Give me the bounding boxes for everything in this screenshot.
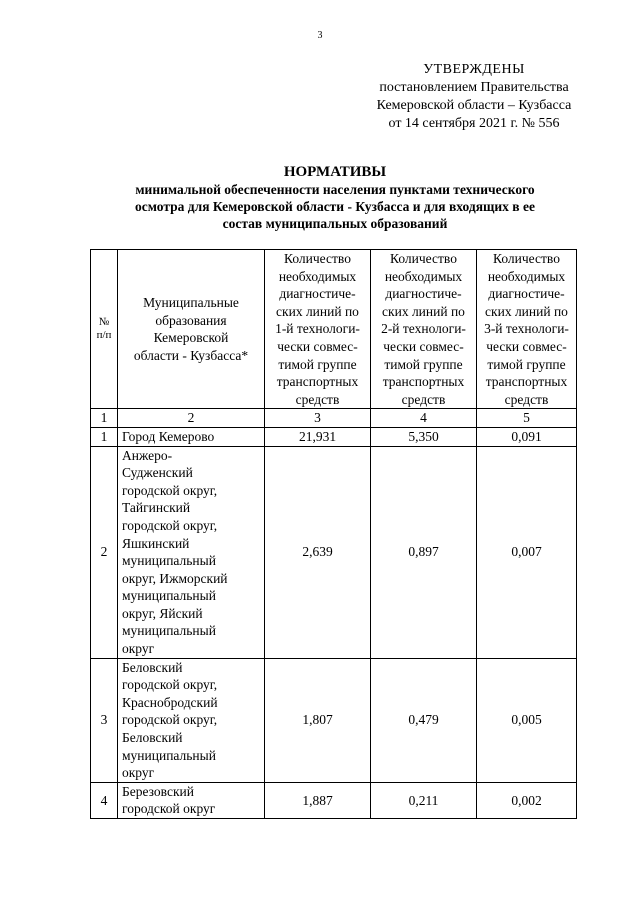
column-index: 4: [371, 409, 477, 428]
cell-line: необходимых: [384, 268, 463, 284]
row-municipality: [118, 446, 265, 658]
cell-line: чески совмес-: [486, 338, 567, 354]
row-line1: 1,887: [265, 782, 371, 818]
cell-line: чески совмес-: [383, 338, 464, 354]
row-num: 2: [91, 446, 118, 658]
cell-line: ских линий по: [382, 303, 465, 319]
cell-line: транспортных: [382, 374, 465, 390]
cell-line: диагностиче-: [488, 286, 565, 302]
cell-line: транспортных: [485, 374, 568, 390]
cell-line: муниципальный: [122, 747, 216, 763]
document-title: [93, 164, 577, 232]
row-municipality: [118, 658, 265, 782]
cell-line: чески совмес-: [277, 338, 358, 354]
approval-line: Кемеровской области – Кузбасса: [376, 98, 572, 113]
cell-line: Краснобродский: [122, 694, 218, 710]
cell-line: средств: [504, 391, 549, 407]
cell-line: округ: [122, 641, 155, 657]
cell-line: городской округ,: [122, 677, 218, 693]
cell-line: Город Кемерово: [122, 428, 215, 444]
row-line3: 0,007: [477, 446, 577, 658]
cell-line: городской округ,: [122, 482, 218, 498]
row-num: 4: [91, 782, 118, 818]
approval-title: УТВЕРЖДЕНЫ: [423, 62, 525, 77]
row-line3: 0,002: [477, 782, 577, 818]
cell-line: п/п: [96, 329, 112, 342]
row-line3: 0,005: [477, 658, 577, 782]
title-line: минимальной обеспеченности населения пунктами технического: [135, 182, 535, 197]
row-num: 3: [91, 658, 118, 782]
column-index-row: [91, 409, 577, 428]
norms-table: [90, 249, 577, 819]
cell-line: муниципальный: [122, 553, 216, 569]
cell-line: транспортных: [276, 374, 359, 390]
header-line3: [477, 250, 577, 409]
cell-line: округ, Ижморский: [122, 570, 228, 586]
cell-line: Тайгинский: [122, 500, 191, 516]
cell-line: Судженский: [122, 465, 193, 481]
cell-line: Березовский: [122, 783, 194, 799]
column-index: 1: [91, 409, 118, 428]
cell-line: диагностиче-: [385, 286, 462, 302]
cell-line: тимой группе: [384, 356, 463, 372]
cell-line: Количество: [390, 251, 457, 266]
row-municipality: [118, 427, 265, 446]
row-line1: 21,931: [265, 427, 371, 446]
cell-line: Яшкинский: [122, 535, 190, 551]
row-line1: 1,807: [265, 658, 371, 782]
cell-line: образования: [155, 312, 227, 328]
cell-line: муниципальный: [122, 623, 216, 639]
row-line2: 0,897: [371, 446, 477, 658]
cell-line: диагностиче-: [279, 286, 356, 302]
cell-line: необходимых: [278, 268, 357, 284]
cell-line: Муниципальные: [143, 294, 239, 310]
cell-line: 1-й технологи-: [275, 321, 360, 337]
cell-line: муниципальный: [122, 588, 216, 604]
row-num: 1: [91, 427, 118, 446]
cell-line: 2-й технологи-: [381, 321, 466, 337]
cell-line: Беловский: [122, 730, 183, 746]
cell-line: Количество: [284, 251, 351, 266]
cell-line: средств: [295, 391, 340, 407]
approval-stamp: [359, 61, 589, 133]
cell-line: тимой группе: [278, 356, 357, 372]
cell-line: городской округ,: [122, 712, 218, 728]
approval-line: постановлением Правительства: [379, 80, 569, 95]
cell-line: Анжеро-: [122, 447, 173, 463]
table-row: [91, 427, 577, 446]
cell-line: округ, Яйский: [122, 605, 203, 621]
column-index: 5: [477, 409, 577, 428]
cell-line: городской округ,: [122, 517, 218, 533]
table-row: [91, 782, 577, 818]
column-index: 3: [265, 409, 371, 428]
row-line2: 5,350: [371, 427, 477, 446]
row-municipality: [118, 782, 265, 818]
title-line: осмотра для Кемеровской области - Кузбасса и для входящих в ее: [135, 199, 535, 214]
title-line: состав муниципальных образований: [222, 216, 448, 231]
cell-line: средств: [401, 391, 446, 407]
cell-line: округ: [122, 765, 155, 781]
cell-line: 3-й технологи-: [484, 321, 569, 337]
row-line3: 0,091: [477, 427, 577, 446]
row-line2: 0,211: [371, 782, 477, 818]
cell-line: Кемеровской: [153, 330, 229, 346]
header-line1: [265, 250, 371, 409]
page-number: 3: [317, 30, 323, 41]
cell-line: области - Кузбасса*: [133, 347, 249, 363]
header-num: [91, 250, 118, 409]
cell-line: ских линий по: [276, 303, 359, 319]
cell-line: тимой группе: [487, 356, 566, 372]
approval-date: от 14 сентября 2021 г. № 556: [388, 116, 560, 131]
cell-line: ских линий по: [485, 303, 568, 319]
table-header-row: [91, 250, 577, 409]
cell-line: необходимых: [487, 268, 566, 284]
cell-line: Беловский: [122, 659, 183, 675]
row-line2: 0,479: [371, 658, 477, 782]
cell-line: городской округ: [122, 801, 216, 817]
header-municipality: [118, 250, 265, 409]
table-row: [91, 446, 577, 658]
column-index: 2: [118, 409, 265, 428]
cell-line: Количество: [493, 251, 560, 266]
cell-line: №: [98, 316, 110, 329]
header-line2: [371, 250, 477, 409]
title-main: НОРМАТИВЫ: [283, 164, 387, 180]
row-line1: 2,639: [265, 446, 371, 658]
table-row: [91, 658, 577, 782]
